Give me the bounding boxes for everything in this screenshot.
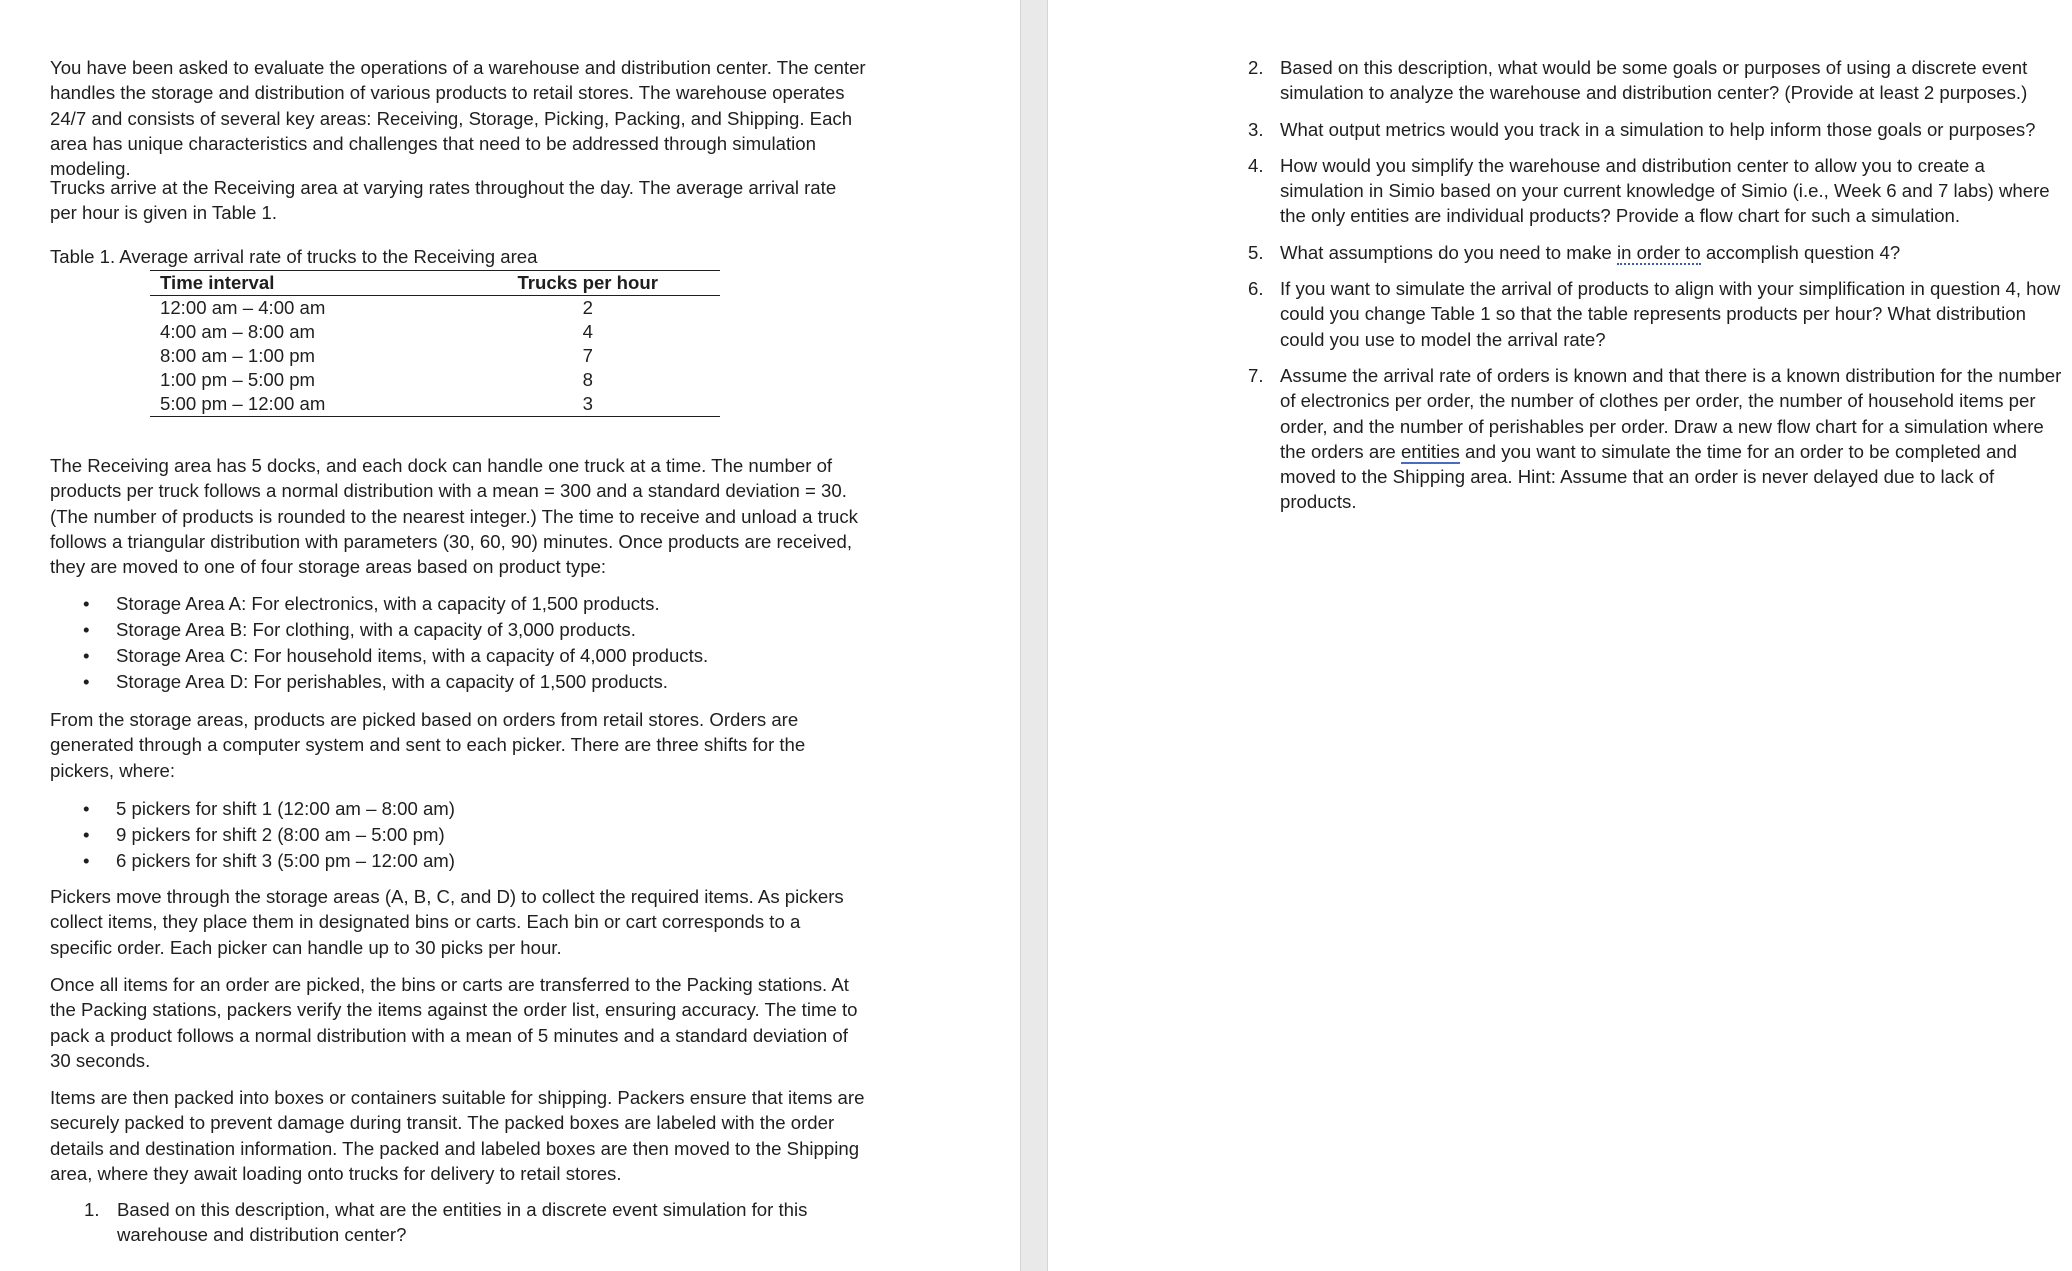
question-number: 5. <box>1248 241 1264 263</box>
page-gutter <box>1020 0 1048 1271</box>
storage-area-list <box>50 591 850 695</box>
question-number: 7. <box>1248 364 1264 386</box>
question-text-part: and you want to simulate the time for an order to be completed and moved to the Shipping area. Hint: Assume that an order is never delayed due to lack of products. <box>1280 440 2017 513</box>
question-list-right <box>1248 55 2068 515</box>
question-text <box>1248 363 2068 515</box>
list-item: • Storage Area D: For perishables, with a capacity of 1,500 products. <box>50 669 850 695</box>
list-item: • 9 pickers for shift 2 (8:00 am – 5:00 pm) <box>50 822 850 848</box>
table-row <box>150 320 720 344</box>
question-number: 1. <box>84 1199 100 1220</box>
cell-interval: 12:00 am – 4:00 am <box>160 297 326 318</box>
question-number: 3. <box>1248 118 1264 140</box>
question-list-left <box>50 1197 820 1248</box>
question-text-part: What assumptions do you need to make <box>1280 241 1617 263</box>
cell-trucks: 3 <box>455 392 720 417</box>
document-page-right <box>1048 0 2072 1271</box>
intro-paragraph: You have been asked to evaluate the operations of a warehouse and distribution center. The center handles the storage and distribution of various products to retail stores. The warehouse operates 24/7 and consists of several key areas: Receiving, Storage, Picking, Packing, and Shipping. Each area has unique characteristics and challenges that need to be addressed through simulation modeling. <box>50 57 866 180</box>
question-text: What output metrics would you track in a simulation to help inform those goals or purposes? <box>1280 118 2036 140</box>
question-text: Based on this description, what are the entities in a discrete event simulation for this warehouse and distribution center? <box>117 1199 808 1246</box>
cell-interval: 4:00 am – 8:00 am <box>160 321 316 342</box>
question-text <box>1248 240 2068 265</box>
list-item: • 5 pickers for shift 1 (12:00 am – 8:00 am) <box>50 796 850 822</box>
question-4 <box>1248 153 2068 229</box>
question-3 <box>1248 117 2068 142</box>
receiving-paragraph: The Receiving area has 5 docks, and each dock can handle one truck at a time. The number of products per truck follows a normal distribution with a mean = 300 and a standard deviation = 30. (The number of products is rounded to the nearest integer.) The time to receive and unload a truck follows a triangular distribution with parameters (30, 60, 90) minutes. Once products are received, they are moved to one of four storage areas based on product type: <box>50 455 858 578</box>
question-1 <box>50 1197 820 1248</box>
cell-interval: 1:00 pm – 5:00 pm <box>160 369 316 390</box>
packing-paragraph: Once all items for an order are picked, the bins or carts are transferred to the Packing stations. At the Packing stations, packers verify the items against the order list, ensuring accuracy. The time to pack a product follows a normal distribution with a mean of 5 minutes and a standard deviation of 30 seconds. <box>50 974 858 1071</box>
list-item: • Storage Area B: For clothing, with a capacity of 3,000 products. <box>50 617 850 643</box>
cell-trucks: 4 <box>582 321 593 342</box>
question-number: 4. <box>1248 154 1264 176</box>
question-text-part: accomplish question 4? <box>1700 241 1901 263</box>
table-row <box>150 344 720 368</box>
question-text-part: Assume the arrival rate of orders is known and that there is a known distribution for the number of electronics per order, the number of clothes per order, the number of household items per order, and the number of perishables per order. Draw a new flow chart for a simulation where the orders are <box>1280 364 2062 462</box>
list-item: • Storage Area C: For household items, with a capacity of 4,000 products. <box>50 643 850 669</box>
question-number: 6. <box>1248 278 1264 300</box>
table-caption: Table 1. Average arrival rate of trucks to the Receiving area <box>50 246 538 267</box>
header-trucks-per-hour: Trucks per hour <box>455 271 720 296</box>
question-7 <box>1248 363 2068 515</box>
shipping-paragraph: Items are then packed into boxes or containers suitable for shipping. Packers ensure that items are securely packed to prevent damage during transit. The packed boxes are labeled with the order details and destination information. The packed and labeled boxes are then moved to the Shipping area, where they await loading onto trucks for delivery to retail stores. <box>50 1087 865 1184</box>
grammar-suggestion-mark[interactable]: in order to <box>1616 241 1701 263</box>
cell-interval: 5:00 pm – 12:00 am <box>150 392 455 417</box>
question-5 <box>1248 240 2068 265</box>
header-time-interval: Time interval <box>150 271 455 296</box>
document-page-left <box>0 0 1020 1271</box>
arrival-rate-table <box>150 270 720 417</box>
question-text: How would you simplify the warehouse and distribution center to allow you to create a simulation in Simio based on your current knowledge of Simio (i.e., Week 6 and 7 labs) where the only entities are individual products? Provide a flow chart for such a simulation. <box>1280 154 2050 227</box>
cell-trucks: 8 <box>582 369 593 390</box>
table-header-row <box>150 271 720 296</box>
cell-trucks: 7 <box>582 345 593 366</box>
question-text: If you want to simulate the arrival of products to align with your simplification in question 4, how could you change Table 1 so that the table represents products per hour? What distribution could you use to model the arrival rate? <box>1280 278 2061 350</box>
question-number: 2. <box>1248 57 1264 78</box>
grammar-suggestion-mark[interactable]: entities <box>1400 440 1460 462</box>
table-row <box>150 296 720 321</box>
question-6 <box>1248 276 2068 352</box>
picking-paragraph: From the storage areas, products are picked based on orders from retail stores. Orders are generated through a computer system and sent to each picker. There are three shifts for the pickers, where: <box>50 709 806 781</box>
cell-trucks: 2 <box>582 297 593 318</box>
cell-interval: 8:00 am – 1:00 pm <box>160 345 316 366</box>
arrivals-paragraph: Trucks arrive at the Receiving area at varying rates throughout the day. The average arrival rate per hour is given in Table 1. <box>50 177 837 224</box>
table-row <box>150 368 720 392</box>
pickers-paragraph: Pickers move through the storage areas (A, B, C, and D) to collect the required items. As pickers collect items, they place them in designated bins or carts. Each bin or cart corresponds to a specific order. Each picker can handle up to 30 picks per hour. <box>50 886 844 958</box>
list-item: • 6 pickers for shift 3 (5:00 pm – 12:00 am) <box>50 848 850 874</box>
table-row <box>150 392 720 417</box>
question-2 <box>1248 55 2068 106</box>
list-item: • Storage Area A: For electronics, with a capacity of 1,500 products. <box>50 591 850 617</box>
question-text: Based on this description, what would be some goals or purposes of using a discrete event simulation to analyze the warehouse and distribution center? (Provide at least 2 purposes.) <box>1280 57 2028 104</box>
shift-list <box>50 796 850 874</box>
